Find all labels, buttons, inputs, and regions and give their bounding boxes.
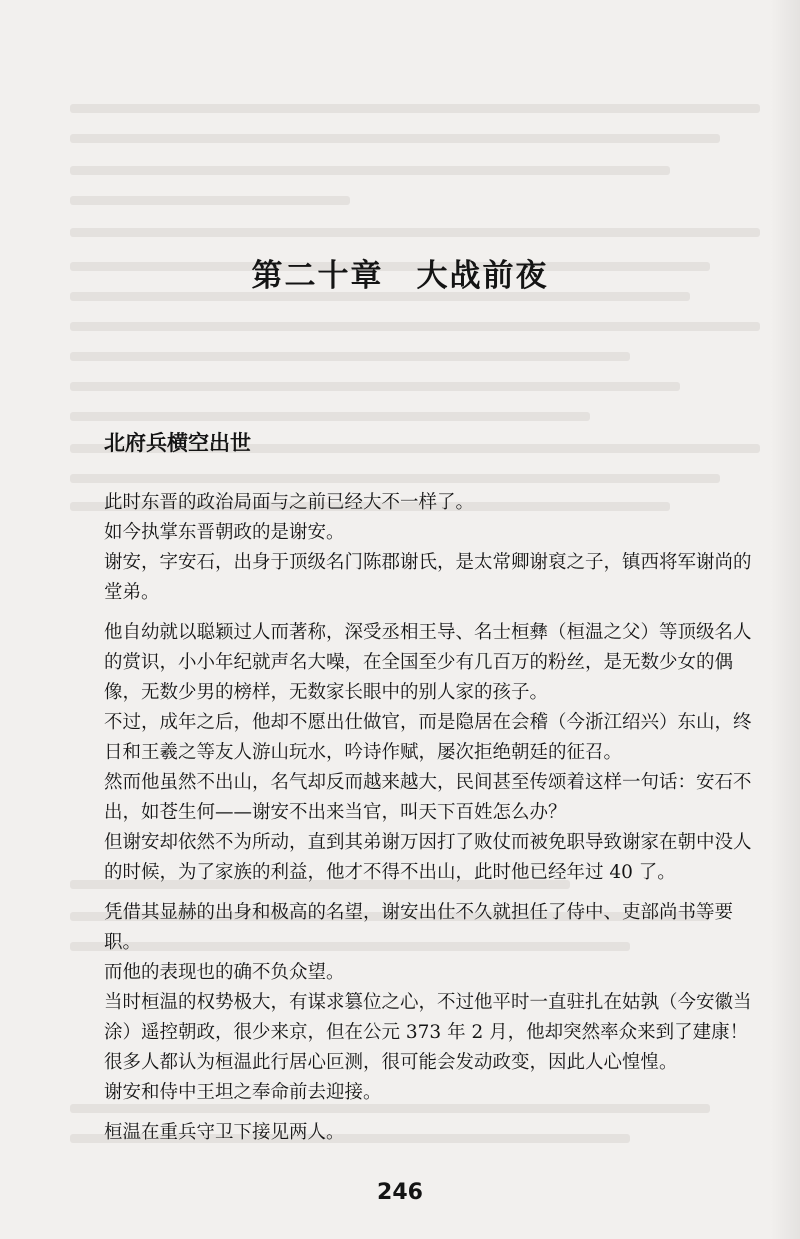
page-number: 246 [377, 1180, 423, 1205]
paragraph: 很多人都认为桓温此行居心叵测，很可能会发动政变，因此人心惶惶。 [104, 1052, 678, 1073]
chapter-title: 第二十章 大战前夜 [251, 258, 549, 294]
paragraph: 不过，成年之后，他却不愿出仕做官，而是隐居在会稽（今浙江绍兴）东山，终日和王羲之等友人游山玩水，吟诗作赋，屡次拒绝朝廷的征召。 [104, 712, 752, 763]
paragraph: 而他的表现也的确不负众望。 [104, 962, 345, 983]
paragraph: 桓温在重兵守卫下接见两人。 [104, 1122, 345, 1143]
paragraph: 但谢安却依然不为所动，直到其弟谢万因打了败仗而被免职导致谢家在朝中没人的时候，为了家族的利益，他才不得不出山，此时他已经年过 40 了。 [104, 832, 752, 883]
paragraph: 他自幼就以聪颖过人而著称，深受丞相王导、名士桓彝（桓温之父）等顶级名人的赏识，小小年纪就声名大噪，在全国至少有几百万的粉丝，是无数少女的偶像，无数少男的榜样，无数家长眼中的别人家的孩子。 [104, 622, 752, 703]
paragraph: 此时东晋的政治局面与之前已经大不一样了。 [104, 492, 475, 513]
section-title: 北府兵横空出世 [104, 431, 251, 455]
paragraph: 谢安，字安石，出身于顶级名门陈郡谢氏，是太常卿谢裒之子，镇西将军谢尚的堂弟。 [104, 552, 752, 603]
paragraph: 当时桓温的权势极大，有谋求篡位之心，不过他平时一直驻扎在姑孰（今安徽当涂）遥控朝政，很少来京，但在公元 373 年 2 月，他却突然率众来到了建康！ [104, 992, 752, 1043]
paragraph: 凭借其显赫的出身和极高的名望，谢安出仕不久就担任了侍中、吏部尚书等要职。 [104, 902, 734, 953]
paragraph: 如今执掌东晋朝政的是谢安。 [104, 522, 345, 543]
paragraph: 谢安和侍中王坦之奉命前去迎接。 [104, 1082, 382, 1103]
page-gutter-shadow [770, 0, 800, 1239]
paragraph: 然而他虽然不出山，名气却反而越来越大，民间甚至传颂着这样一句话：安石不出，如苍生何——谢安不出来当官，叫天下百姓怎么办？ [104, 772, 752, 823]
body-text [104, 488, 764, 1148]
